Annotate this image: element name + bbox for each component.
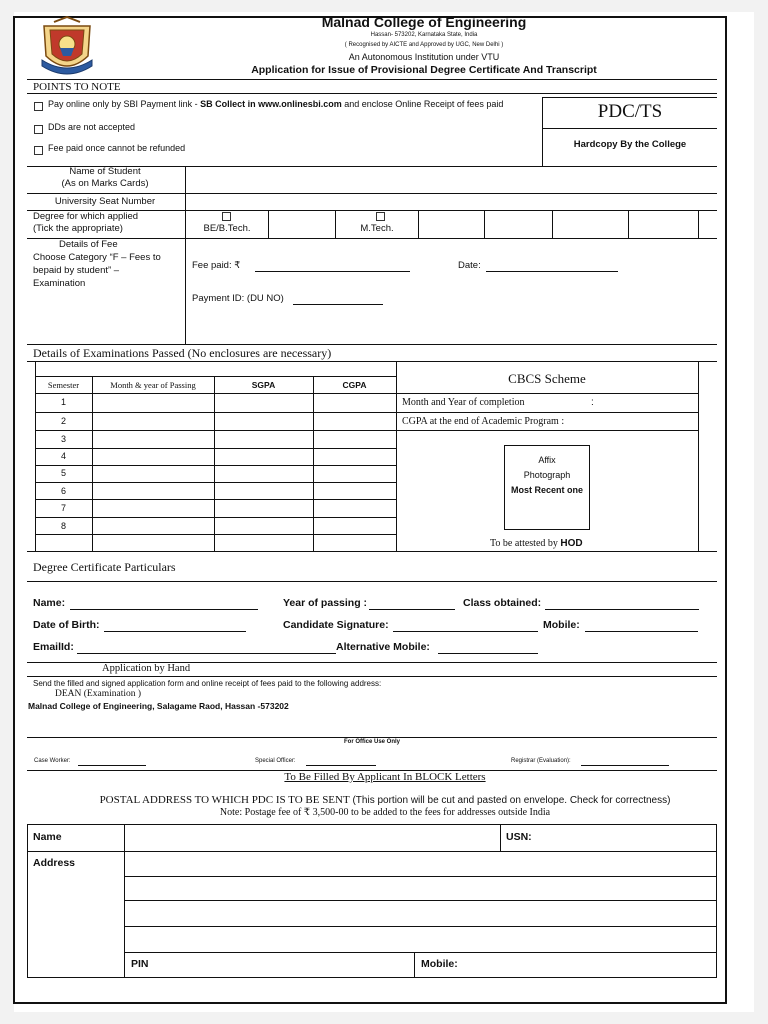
dob-input[interactable] xyxy=(104,631,246,632)
be-checkbox[interactable] xyxy=(222,212,231,221)
degree-label: Degree for which applied (Tick the appropriate) xyxy=(33,211,139,234)
mtech-option-label: M.Tech. xyxy=(360,223,394,234)
postal-name-label: Name xyxy=(33,831,62,843)
class-obtained-label: Class obtained: xyxy=(463,597,542,609)
table-row: 4 xyxy=(60,451,66,461)
cbcs-heading: CBCS Scheme xyxy=(508,371,586,386)
case-worker-label: Case Worker: xyxy=(34,758,71,764)
special-officer-input[interactable] xyxy=(306,765,376,766)
year-passing-input[interactable] xyxy=(369,609,455,610)
completion-colon: : xyxy=(591,397,594,408)
college-name: Malnad College of Engineering xyxy=(321,14,527,30)
col-cgpa: CGPA xyxy=(342,380,367,390)
postal-usn-field[interactable] xyxy=(540,826,715,849)
col-semester: Semester xyxy=(47,380,80,390)
block-letters-note: To Be Filled By Applicant In BLOCK Letters xyxy=(284,771,486,783)
hand-heading: Application by Hand xyxy=(102,663,191,674)
hand-address: Malnad College of Engineering, Salagame Raod, Hassan -573202 xyxy=(28,701,289,711)
dob-label: Date of Birth: xyxy=(33,619,100,631)
form-code: PDC/TS xyxy=(597,101,663,122)
be-option-label: BE/B.Tech. xyxy=(203,223,251,234)
email-label: EmailId: xyxy=(33,641,74,653)
hardcopy-note: Hardcopy By the College xyxy=(573,139,687,150)
table-row: 2 xyxy=(60,416,66,426)
table-row: 6 xyxy=(60,486,66,496)
completion-label: Month and Year of completion xyxy=(402,397,525,408)
attest-note: To be attested by HOD xyxy=(490,538,583,549)
date-input[interactable] xyxy=(486,271,618,272)
bullet-box-icon xyxy=(34,102,43,111)
note-item-refund: Fee paid once cannot be refunded xyxy=(48,143,186,153)
date-label: Date: xyxy=(458,260,481,271)
case-worker-input[interactable] xyxy=(78,765,146,766)
student-name-label: Name of Student (As on Marks Cards) xyxy=(61,166,149,189)
postal-address-label: Address xyxy=(33,857,76,869)
fee-paid-input[interactable] xyxy=(255,271,410,272)
registrar-input[interactable] xyxy=(581,765,669,766)
photo-instruction: Affix Photograph Most Recent one xyxy=(510,455,583,495)
college-address: Hassan- 573202, Karnataka State, India xyxy=(370,32,478,38)
student-name-field[interactable] xyxy=(190,168,714,190)
registrar-label: Registrar (Evaluation): xyxy=(511,758,571,764)
alt-mobile-input[interactable] xyxy=(438,653,538,654)
postal-pin-label: PIN xyxy=(131,958,149,970)
note-item-payment: Pay online only by SBI Payment link - SB Collect in www.onlinesbi.com and enclose Online Receipt of fees paid xyxy=(48,99,504,109)
table-row: 7 xyxy=(60,503,66,513)
table-row: 8 xyxy=(60,521,66,531)
usn-label: University Seat Number xyxy=(54,196,156,207)
class-obtained-input[interactable] xyxy=(545,609,699,610)
postal-mobile-label: Mobile: xyxy=(421,958,458,970)
table-row: 1 xyxy=(60,397,66,407)
office-heading: For Office Use Only xyxy=(343,739,400,745)
degree-name-input[interactable] xyxy=(70,609,258,610)
autonomous-text: An Autonomous Institution under VTU xyxy=(348,52,500,62)
exams-heading: Details of Examinations Passed (No enclosures are necessary) xyxy=(33,346,332,360)
college-emblem-icon xyxy=(38,16,96,78)
notes-heading: POINTS TO NOTE xyxy=(33,81,121,93)
email-input[interactable] xyxy=(77,653,336,654)
postal-pin-field[interactable] xyxy=(156,954,412,976)
year-passing-label: Year of passing : xyxy=(283,597,368,609)
postal-usn-label: USN: xyxy=(506,831,532,843)
postal-mobile-field[interactable] xyxy=(465,954,715,976)
postal-address-field[interactable] xyxy=(126,853,715,950)
table-row: 3 xyxy=(60,434,66,444)
note-item-dd: DDs are not accepted xyxy=(48,122,136,132)
signature-label: Candidate Signature: xyxy=(283,619,389,631)
postal-heading: POSTAL ADDRESS TO WHICH PDC IS TO BE SENT (This portion will be cut and pasted on envelope. Check for correctness) xyxy=(99,794,671,806)
dean-label: DEAN (Examination ) xyxy=(55,689,142,699)
postage-note: Note: Postage fee of ₹ 3,500-00 to be added to the fees for addresses outside India xyxy=(219,807,551,818)
form-title: Application for Issue of Provisional Degree Certificate And Transcript xyxy=(251,64,597,76)
fee-paid-label: Fee paid: ₹ xyxy=(192,260,241,271)
special-officer-label: Special Officer: xyxy=(255,758,296,764)
recognition-text: ( Recognised by AICTE and Approved by UGC, New Delhi ) xyxy=(344,42,504,48)
fee-details-label: Details of Fee Choose Category “F – Fees to bepaid by student” – Examination xyxy=(33,239,161,289)
postal-name-field[interactable] xyxy=(126,826,498,849)
col-month-year: Month & year of Passing xyxy=(110,380,196,390)
usn-field[interactable] xyxy=(190,195,714,209)
cgpa-end-label: CGPA at the end of Academic Program : xyxy=(402,416,565,427)
mobile-input[interactable] xyxy=(585,631,698,632)
alt-mobile-label: Alternative Mobile: xyxy=(336,641,430,653)
bullet-box-icon xyxy=(34,146,43,155)
degree-name-label: Name: xyxy=(33,597,66,609)
mtech-checkbox[interactable] xyxy=(376,212,385,221)
col-sgpa: SGPA xyxy=(251,380,276,390)
hand-instruction: Send the filled and signed application form and online receipt of fees paid to the following address: xyxy=(33,679,382,688)
payment-id-label: Payment ID: (DU NO) xyxy=(192,293,284,304)
mobile-label: Mobile: xyxy=(543,619,580,631)
payment-id-input[interactable] xyxy=(293,304,383,305)
degree-heading: Degree Certificate Particulars xyxy=(33,560,176,574)
table-row: 5 xyxy=(60,468,66,478)
bullet-box-icon xyxy=(34,125,43,134)
signature-input[interactable] xyxy=(393,631,538,632)
